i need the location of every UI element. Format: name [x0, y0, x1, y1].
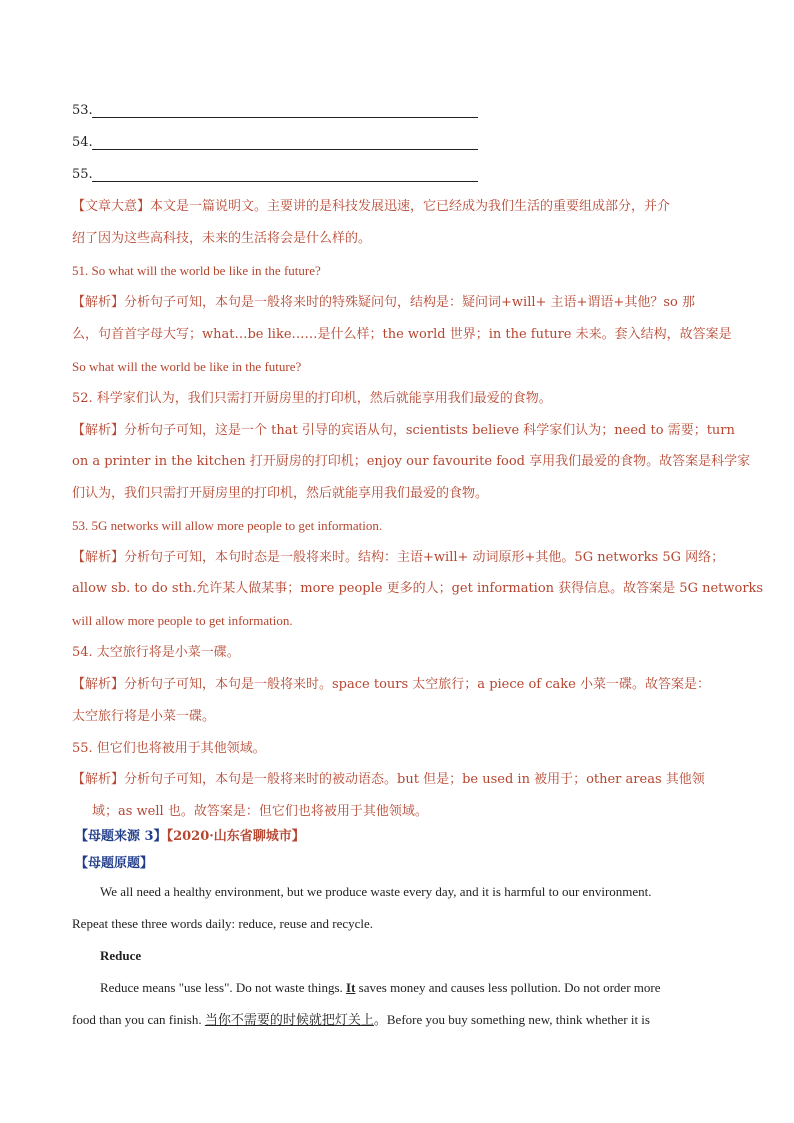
source-heading — [75, 828, 305, 846]
source-label: 【母题来源 3】 — [75, 829, 167, 844]
summary-label: 【文章大意】 — [72, 199, 151, 214]
analysis-label: 【解析】 — [72, 772, 125, 787]
analysis-52-line-3: 们认为，我们只需打开厨房里的打印机，然后就能享用我们最爱的食物。 — [72, 486, 489, 501]
blank-row-53 — [72, 102, 92, 120]
analysis-label: 【解析】 — [72, 295, 125, 310]
underlined-it: It — [346, 980, 356, 995]
blank-number: 55. — [72, 167, 93, 182]
translation-task: 当你不需要的时候就把灯关上 — [204, 1012, 374, 1027]
original-p1-line-2: Repeat these three words daily: reduce, reuse and recycle. — [72, 916, 374, 931]
analysis-51-line-3: So what will the world be like in the future? — [72, 359, 302, 374]
analysis-54-line-1: 【解析】分析句子可知，本句是一般将来时。space tours 太空旅行；a piece of cake 小菜一碟。故答案是： — [72, 677, 710, 692]
summary-line-1 — [72, 198, 670, 216]
original-p2-line-1: Reduce means "use less". Do not waste things. It saves money and causes less pollution. Do not order more — [100, 980, 661, 995]
analysis-53-line-2: allow sb. to do sth.允许某人做某事；more people 更多的人；get information 获得信息。故答案是 5G networks — [72, 581, 764, 596]
original-label: 【母题原题】 — [75, 856, 154, 871]
summary-text: 本文是一篇说明文。主要讲的是科技发展迅速，它已经成为我们生活的重要组成部分，并介 — [150, 199, 671, 214]
source-tag: 【2020·山东省聊城市】 — [166, 829, 305, 844]
analysis-54-line-2: 太空旅行将是小菜一碟。 — [72, 709, 216, 724]
answer-53: 53. 5G networks will allow more people to get information. — [72, 518, 383, 533]
analysis-label: 【解析】 — [72, 677, 125, 692]
answer-52: 52. 科学家们认为，我们只需打开厨房里的打印机，然后就能享用我们最爱的食物。 — [72, 391, 552, 406]
blank-answer-line[interactable] — [92, 117, 478, 118]
original-p1-line-1: We all need a healthy environment, but we produce waste every day, and it is harmful to our environment. — [100, 884, 652, 899]
blank-row-55 — [72, 166, 92, 184]
analysis-51-line-1: 【解析】分析句子可知，本句是一般将来时的特殊疑问句，结构是：疑问词+will+ 主语+谓语+其他？so 那 — [72, 295, 695, 310]
analysis-53-line-1: 【解析】分析句子可知，本句时态是一般将来时。结构：主语+will+ 动词原形+其他。5G networks 5G 网络； — [72, 550, 725, 565]
answer-55: 55. 但它们也将被用于其他领域。 — [72, 741, 266, 756]
analysis-52-line-1: 【解析】分析句子可知，这是一个 that 引导的宾语从句，scientists believe 科学家们认为；need to 需要；turn — [72, 423, 735, 438]
analysis-label: 【解析】 — [72, 423, 125, 438]
analysis-52-line-2: on a printer in the kitchen 打开厨房的打印机；enjoy our favourite food 享用我们最爱的食物。故答案是科学家 — [72, 454, 751, 469]
analysis-55-line-2: 域；as well 也。故答案是：但它们也将被用于其他领域。 — [92, 804, 428, 819]
original-p2-line-2: food than you can finish. 当你不需要的时候就把灯关上。Before you buy something new, think whether it is — [72, 1012, 650, 1027]
summary-line-2: 绍了因为这些高科技，未来的生活将会是什么样的。 — [72, 231, 372, 246]
analysis-55-line-1: 【解析】分析句子可知，本句是一般将来时的被动语态。but 但是；be used in 被用于；other areas 其他领 — [72, 772, 705, 787]
blank-answer-line[interactable] — [92, 181, 478, 182]
answer-51: 51. So what will the world be like in the future? — [72, 263, 321, 278]
blank-row-54 — [72, 134, 92, 152]
analysis-label: 【解析】 — [72, 550, 125, 565]
blank-answer-line[interactable] — [92, 149, 478, 150]
analysis-51-line-2: 么，句首首字母大写；what…be like……是什么样；the world 世界；in the future 未来。套入结构，故答案是 — [72, 327, 732, 342]
blank-number: 53. — [72, 103, 93, 118]
blank-number: 54. — [72, 135, 93, 150]
answer-54: 54. 太空旅行将是小菜一碟。 — [72, 645, 240, 660]
analysis-53-line-3: will allow more people to get information. — [72, 613, 293, 628]
original-heading-reduce: Reduce — [100, 948, 142, 963]
